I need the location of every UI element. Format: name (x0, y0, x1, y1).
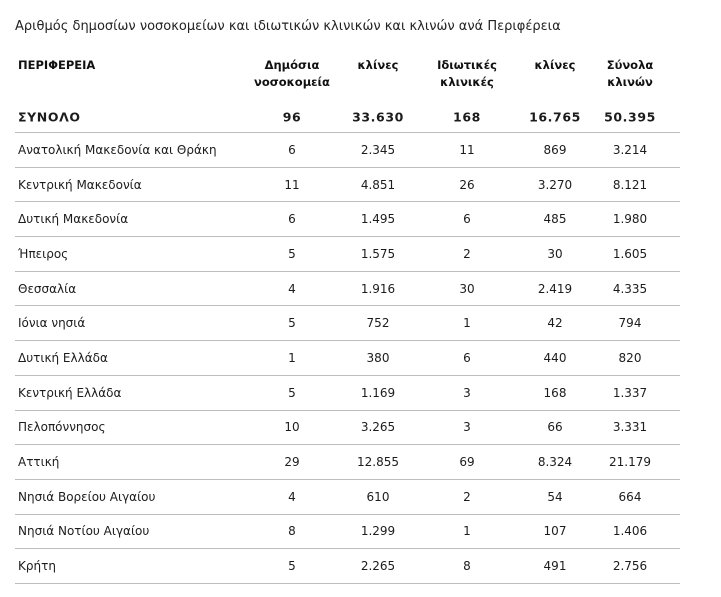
table-row (15, 306, 680, 341)
header-private-beds-label: κλίνες (534, 58, 576, 72)
row-public-hospitals: 4 (288, 489, 296, 504)
row-region: Δυτική Ελλάδα (18, 350, 108, 365)
row-private-clinics: 3 (463, 385, 471, 400)
row-public-hospitals: 29 (284, 455, 300, 470)
header-region: ΠΕΡΙΦΕΡΕΙΑ (18, 58, 96, 72)
row-public-hospitals: 5 (288, 559, 296, 574)
table-row (15, 133, 680, 168)
row-public-beds: 1.299 (360, 524, 396, 539)
row-private-beds: 485 (543, 212, 567, 227)
row-public-beds: 1.575 (360, 246, 396, 261)
row-total-beds: 3.331 (612, 420, 648, 435)
row-public-hospitals: 6 (288, 142, 296, 157)
row-region: Νησιά Νοτίου Αιγαίου (18, 524, 150, 539)
table-row (15, 272, 680, 307)
row-private-beds: 42 (547, 316, 563, 331)
row-total-beds: 2.756 (612, 559, 648, 574)
row-public-beds: 1.169 (360, 385, 396, 400)
row-public-beds: 2.345 (360, 142, 396, 157)
row-region: Κεντρική Μακεδονία (18, 177, 142, 192)
header-private-clinics-line2: κλινικές (440, 75, 494, 89)
row-total-beds: 664 (618, 489, 642, 504)
table-row (15, 341, 680, 376)
table-row (15, 549, 680, 584)
total-public-beds: 33.630 (352, 109, 404, 124)
row-public-hospitals: 5 (288, 316, 296, 331)
row-private-clinics: 2 (463, 246, 471, 261)
table-header (15, 55, 680, 101)
row-private-beds: 869 (543, 142, 567, 157)
table-row (15, 515, 680, 550)
table-title: Αριθμός δημοσίων νοσοκομείων και ιδιωτικών κλινικών και κλινών ανά Περιφέρεια (15, 19, 561, 34)
table-row (15, 168, 680, 203)
row-total-beds: 1.605 (612, 246, 648, 261)
row-private-clinics: 8 (463, 559, 471, 574)
row-region: Αττική (18, 455, 60, 470)
row-public-beds: 1.916 (360, 281, 396, 296)
header-private-clinics-line1: Ιδιωτικές (437, 58, 497, 72)
row-public-hospitals: 5 (288, 246, 296, 261)
row-region: Δυτική Μακεδονία (18, 212, 129, 227)
row-public-hospitals: 10 (284, 420, 300, 435)
row-region: Ήπειρος (18, 246, 69, 261)
table-row (15, 202, 680, 237)
table-row (15, 411, 680, 446)
row-private-beds: 8.324 (537, 455, 573, 470)
row-private-clinics: 2 (463, 489, 471, 504)
header-total-beds-line1: Σύνολα (606, 58, 654, 72)
row-public-hospitals: 4 (288, 281, 296, 296)
row-public-beds: 12.855 (357, 455, 399, 470)
row-private-clinics: 6 (463, 350, 471, 365)
table-row (15, 480, 680, 515)
row-public-beds: 4.851 (360, 177, 396, 192)
header-public-hospitals-line1: Δημόσια (264, 58, 320, 72)
row-public-beds: 1.495 (360, 212, 396, 227)
row-total-beds: 1.980 (612, 212, 648, 227)
table-row (15, 445, 680, 480)
row-region: Θεσσαλία (18, 281, 77, 296)
row-private-clinics: 6 (463, 212, 471, 227)
total-row (15, 101, 680, 133)
hospitals-table (15, 55, 680, 584)
row-total-beds: 21.179 (609, 455, 651, 470)
row-private-clinics: 11 (459, 142, 475, 157)
row-private-beds: 168 (543, 385, 567, 400)
row-public-beds: 610 (366, 489, 390, 504)
row-private-beds: 107 (543, 524, 567, 539)
row-public-beds: 752 (366, 316, 390, 331)
row-private-clinics: 1 (463, 316, 471, 331)
total-total-beds: 50.395 (604, 109, 656, 124)
row-private-clinics: 30 (459, 281, 475, 296)
row-region: Ιόνια νησιά (18, 316, 86, 331)
row-private-beds: 66 (547, 420, 563, 435)
header-public-hospitals-line2: νοσοκομεία (254, 75, 330, 89)
row-region: Ανατολική Μακεδονία και Θράκη (18, 142, 217, 157)
row-private-clinics: 26 (459, 177, 475, 192)
row-public-beds: 3.265 (360, 420, 396, 435)
total-region: ΣΥΝΟΛΟ (18, 109, 81, 124)
row-public-hospitals: 1 (288, 350, 296, 365)
row-total-beds: 1.406 (612, 524, 648, 539)
row-public-hospitals: 5 (288, 385, 296, 400)
row-public-beds: 380 (366, 350, 390, 365)
row-private-clinics: 1 (463, 524, 471, 539)
row-private-clinics: 3 (463, 420, 471, 435)
row-total-beds: 3.214 (612, 142, 648, 157)
row-total-beds: 4.335 (612, 281, 648, 296)
total-private-clinics: 168 (453, 109, 481, 124)
row-private-beds: 440 (543, 350, 567, 365)
header-total-beds-line2: κλινών (607, 75, 653, 89)
row-total-beds: 820 (618, 350, 642, 365)
row-public-hospitals: 11 (284, 177, 300, 192)
total-public-hospitals: 96 (282, 109, 302, 124)
total-private-beds: 16.765 (529, 109, 581, 124)
row-private-beds: 3.270 (537, 177, 573, 192)
row-private-clinics: 69 (459, 455, 475, 470)
row-private-beds: 2.419 (537, 281, 573, 296)
row-region: Πελοπόννησος (18, 420, 106, 435)
row-total-beds: 8.121 (612, 177, 648, 192)
row-total-beds: 1.337 (612, 385, 648, 400)
table-body (15, 133, 680, 584)
table-row (15, 237, 680, 272)
row-region: Νησιά Βορείου Αιγαίου (18, 489, 156, 504)
row-total-beds: 794 (618, 316, 642, 331)
row-private-beds: 491 (543, 559, 567, 574)
row-public-hospitals: 6 (288, 212, 296, 227)
row-public-hospitals: 8 (288, 524, 296, 539)
row-private-beds: 30 (547, 246, 563, 261)
header-total-beds (575, 57, 685, 91)
row-public-beds: 2.265 (360, 559, 396, 574)
table-row (15, 376, 680, 411)
row-private-beds: 54 (547, 489, 563, 504)
row-region: Κεντρική Ελλάδα (18, 385, 122, 400)
row-region: Κρήτη (18, 559, 56, 574)
header-public-beds-label: κλίνες (357, 58, 399, 72)
